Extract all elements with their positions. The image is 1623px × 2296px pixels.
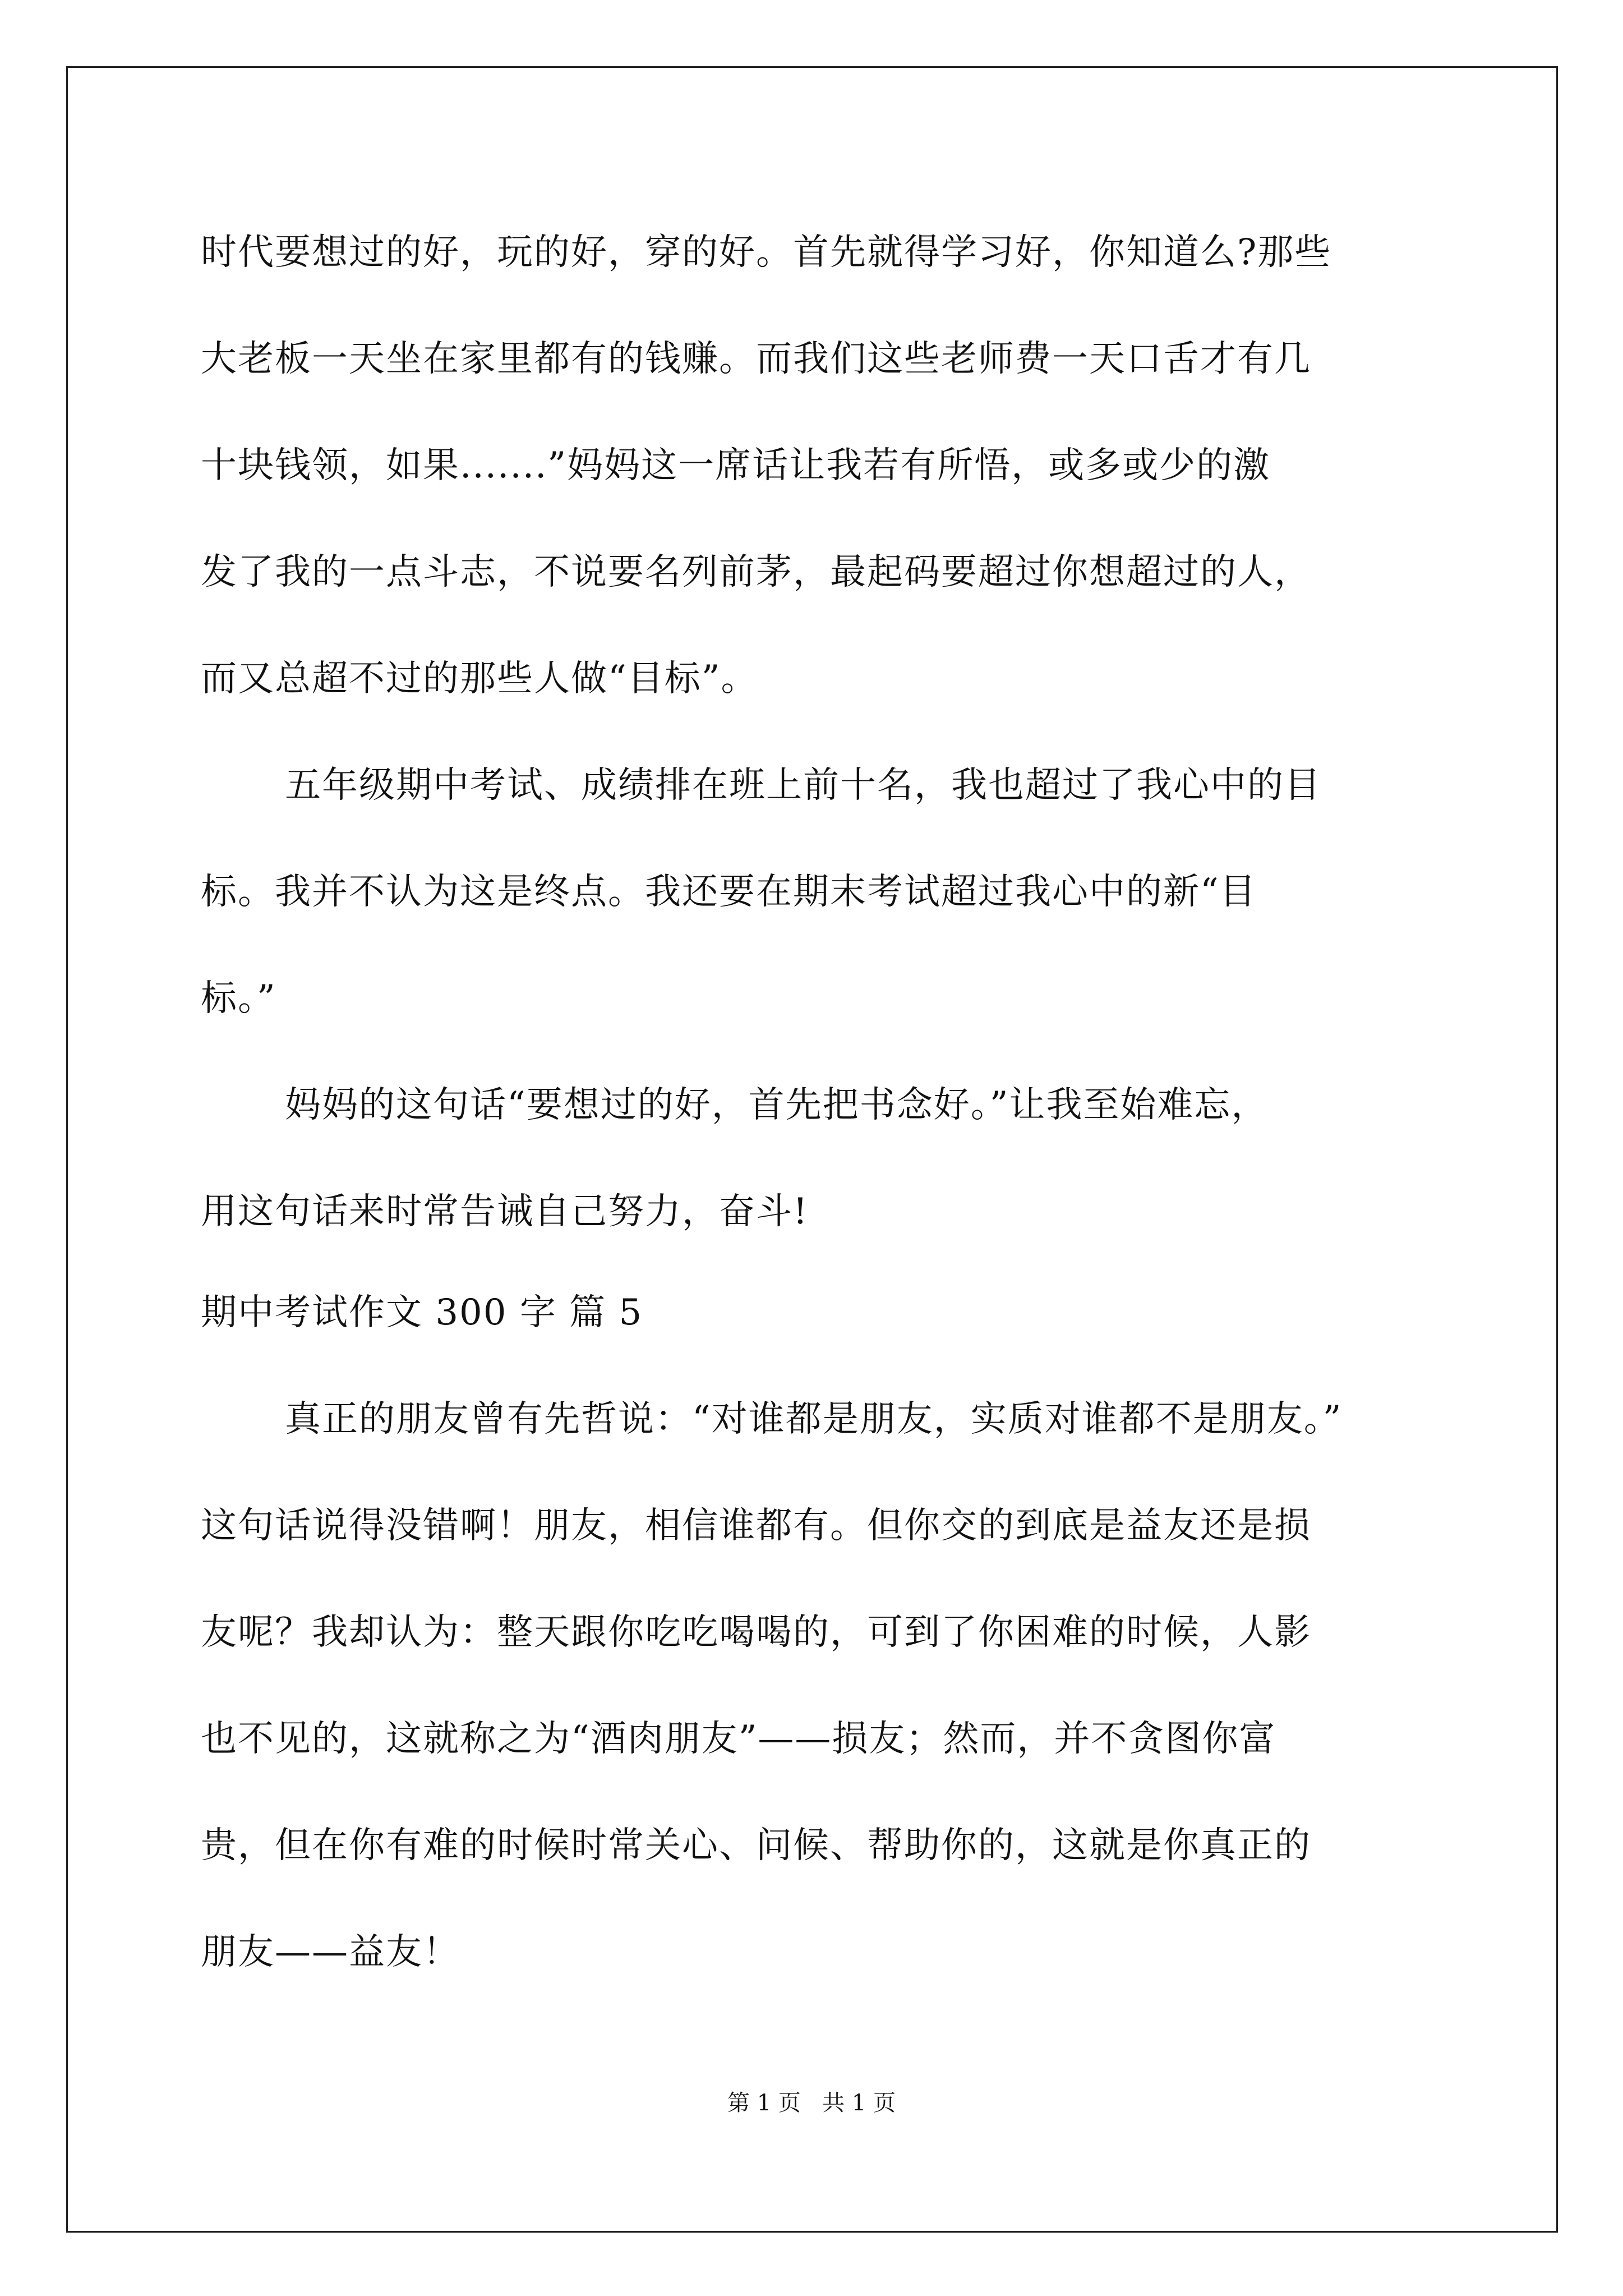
- body-line-2: 大老板一天坐在家里都有的钱赚。而我们这些老师费一天口舌才有几: [201, 338, 1311, 380]
- body-line-16: 朋友——益友！: [201, 1931, 460, 1973]
- body-line-5: 而又总超不过的那些人做“目标”。: [201, 658, 758, 700]
- body-line-9: 妈妈的这句话“要想过的好，首先把书念好。”让我至始难忘，: [285, 1084, 1269, 1126]
- body-line-4: 发了我的一点斗志，不说要名列前茅，最起码要超过你想超过的人，: [201, 551, 1311, 593]
- body-line-6: 五年级期中考试、成绩排在班上前十名，我也超过了我心中的目: [285, 765, 1321, 806]
- body-line-8: 标。”: [201, 978, 276, 1019]
- body-line-10: 用这句话来时常告诫自己努力，奋斗!: [201, 1191, 809, 1232]
- body-line-13: 友呢？我却认为：整天跟你吃吃喝喝的，可到了你困难的时候，人影: [201, 1612, 1311, 1653]
- section-heading: 期中考试作文 300 字 篇 5: [201, 1292, 643, 1333]
- body-line-11: 真正的朋友曾有先哲说：“对谁都是朋友，实质对谁都不是朋友。”: [285, 1398, 1343, 1440]
- body-line-7: 标。我并不认为这是终点。我还要在期末考试超过我心中的新“目: [201, 871, 1257, 913]
- body-line-14: 也不见的，这就称之为“酒肉朋友”——损友；然而，并不贪图你富: [201, 1718, 1276, 1760]
- body-line-3: 十块钱领，如果.......”妈妈这一席话让我若有所悟，或多或少的激: [201, 445, 1271, 486]
- body-line-1: 时代要想过的好，玩的好，穿的好。首先就得学习好，你知道么?那些: [201, 232, 1332, 273]
- body-line-15: 贵，但在你有难的时候时常关心、问候、帮助你的，这就是你真正的: [201, 1825, 1311, 1866]
- body-line-12: 这句话说得没错啊！朋友，相信谁都有。但你交的到底是益友还是损: [201, 1505, 1311, 1547]
- page-border: [66, 66, 1558, 2233]
- page-footer: 第 1 页 共 1 页: [727, 2090, 896, 2116]
